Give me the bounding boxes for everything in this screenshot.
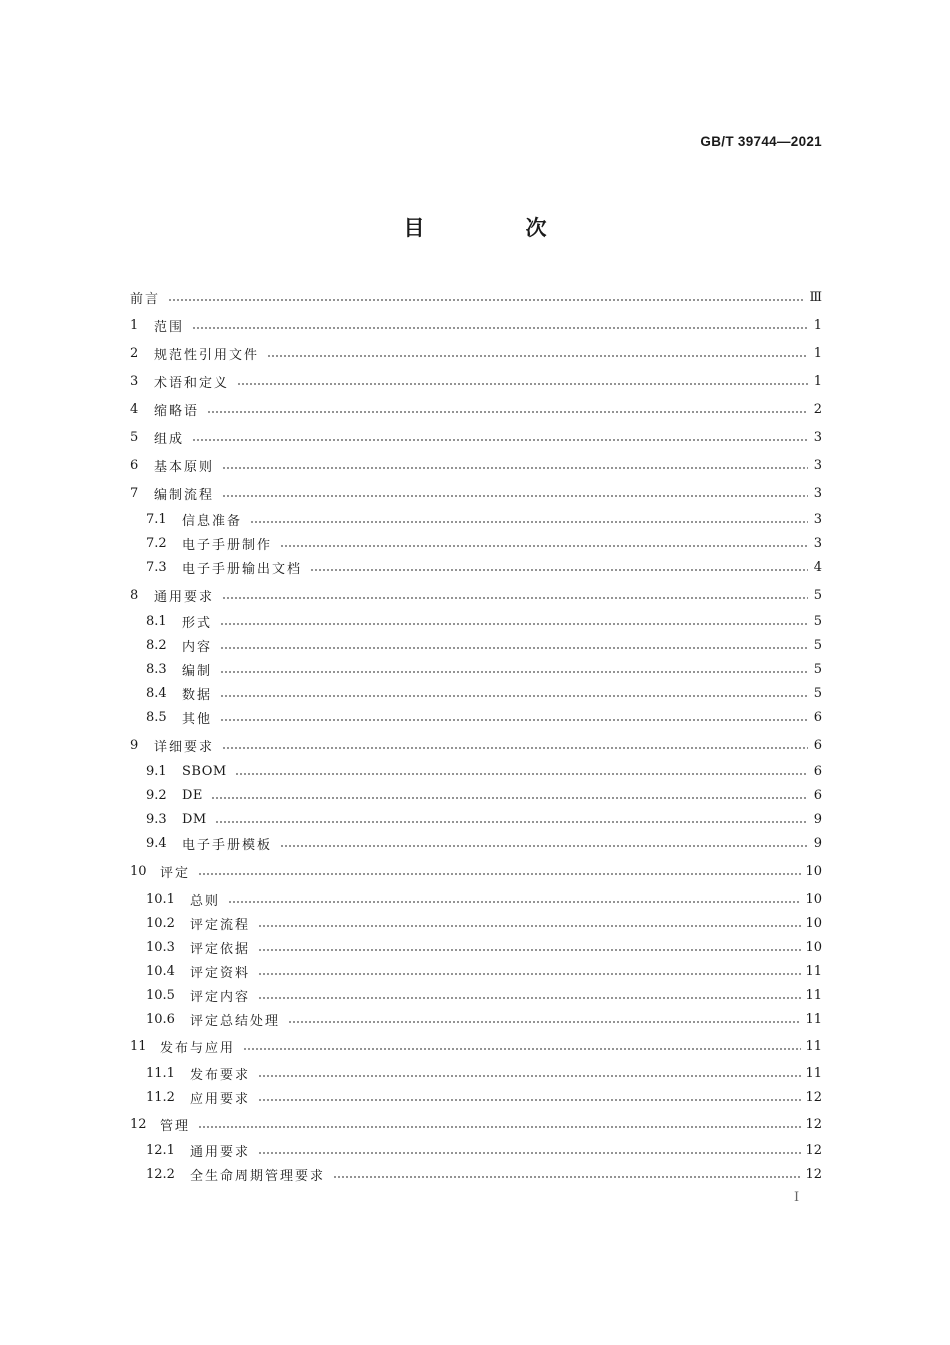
toc-entry-page: 3: [813, 457, 822, 473]
toc-entry[interactable]: [130, 1036, 822, 1056]
dot-leader: [198, 873, 801, 875]
dot-leader: [192, 327, 808, 329]
toc-entry-number: 2: [130, 345, 139, 361]
dot-leader: [222, 747, 808, 749]
toc-entry-page: 10: [805, 891, 822, 907]
dot-leader: [280, 545, 808, 547]
dot-leader: [288, 1021, 801, 1023]
toc-entry-number: 7: [130, 485, 139, 501]
toc-entry[interactable]: [146, 707, 822, 727]
toc-entry[interactable]: [130, 585, 822, 605]
dot-leader: [220, 695, 808, 697]
toc-entry-label: 评定资料: [190, 965, 251, 981]
dot-leader: [211, 797, 808, 799]
toc-entry[interactable]: [146, 611, 822, 631]
dot-leader: [220, 719, 808, 721]
toc-entry-label: 基本原则: [154, 459, 215, 475]
toc-entry-page: 12: [805, 1166, 822, 1182]
toc-entry-label: 发布要求: [190, 1067, 251, 1083]
toc-entry[interactable]: [146, 961, 822, 981]
toc-entry[interactable]: [130, 1114, 822, 1134]
toc-entry-label: 组成: [154, 431, 185, 447]
toc-entry[interactable]: [130, 287, 822, 307]
toc-entry-page: 5: [813, 685, 822, 701]
dot-leader: [258, 1152, 801, 1154]
toc-entry-page: 4: [813, 559, 822, 575]
toc-entry[interactable]: [130, 315, 822, 335]
toc-entry-number: 12.2: [146, 1166, 175, 1182]
toc-entry[interactable]: [146, 833, 822, 853]
toc-entry-label: 数据: [182, 687, 213, 703]
toc-entry-label: 编制流程: [154, 487, 215, 503]
toc-entry-page: 3: [813, 511, 822, 527]
toc-entry-page: 11: [805, 963, 822, 979]
standard-code: GB/T 39744—2021: [700, 134, 822, 149]
dot-leader: [258, 973, 801, 975]
toc-entry[interactable]: [130, 371, 822, 391]
toc-entry-number: 8.2: [146, 637, 167, 653]
toc-entry[interactable]: [130, 735, 822, 755]
dot-leader: [222, 495, 808, 497]
toc-entry-page: 11: [805, 1011, 822, 1027]
toc-entry-label: DM: [182, 811, 207, 827]
toc-entry-label: 电子手册模板: [182, 837, 273, 853]
toc-entry[interactable]: [130, 427, 822, 447]
toc-entry-number: 3: [130, 373, 139, 389]
toc-entry[interactable]: [146, 913, 822, 933]
dot-leader: [243, 1048, 801, 1050]
toc-entry-page: 6: [813, 763, 822, 779]
toc-entry-page: 2: [813, 401, 822, 417]
toc-entry-page: 11: [805, 1038, 822, 1054]
toc-entry-label: 范围: [154, 319, 185, 335]
toc-entry-number: 6: [130, 457, 139, 473]
dot-leader: [207, 411, 808, 413]
toc-entry-label: 全生命周期管理要求: [190, 1168, 326, 1184]
dot-leader: [220, 671, 808, 673]
toc-entry-label: 缩略语: [154, 403, 200, 419]
dot-leader: [168, 299, 805, 301]
toc-entry[interactable]: [146, 683, 822, 703]
toc-entry[interactable]: [146, 533, 822, 553]
toc-entry-number: 1: [130, 317, 139, 333]
toc-entry-label: 电子手册输出文档: [182, 561, 303, 577]
toc-entry-page: 5: [813, 613, 822, 629]
toc-entry-page: 12: [805, 1142, 822, 1158]
toc-entry[interactable]: [146, 1063, 822, 1083]
toc-entry[interactable]: [130, 399, 822, 419]
toc-entry-number: 12: [130, 1116, 147, 1132]
dot-leader: [192, 439, 808, 441]
toc-entry-label: DE: [182, 787, 203, 803]
toc-entry-page: 6: [813, 787, 822, 803]
toc-entry-label: 评定: [160, 865, 191, 881]
toc-entry-page: Ⅲ: [809, 289, 822, 305]
toc-entry-label: SBOM: [182, 763, 227, 779]
dot-leader: [258, 997, 801, 999]
toc-entry[interactable]: [146, 1009, 822, 1029]
toc-entry-number: 7.2: [146, 535, 167, 551]
toc-entry-label: 详细要求: [154, 739, 215, 755]
toc-entry-number: 11: [130, 1038, 147, 1054]
toc-entry[interactable]: [146, 985, 822, 1005]
toc-entry-page: 3: [813, 485, 822, 501]
toc-entry-label: 评定流程: [190, 917, 251, 933]
toc-entry[interactable]: [146, 1140, 822, 1160]
dot-leader: [215, 821, 808, 823]
toc-entry-label: 评定依据: [190, 941, 251, 957]
toc-entry-number: 8.5: [146, 709, 167, 725]
toc-entry-number: 7.3: [146, 559, 167, 575]
toc-entry-label: 通用要求: [190, 1144, 251, 1160]
toc-entry-label: 编制: [182, 663, 213, 679]
toc-entry-label: 应用要求: [190, 1091, 251, 1107]
toc-entry-label: 前言: [130, 291, 161, 307]
toc-entry-page: 11: [805, 987, 822, 1003]
toc-entry-page: 1: [813, 317, 822, 333]
dot-leader: [220, 623, 808, 625]
toc-entry[interactable]: [146, 659, 822, 679]
toc-entry-label: 评定总结处理: [190, 1013, 281, 1029]
toc-entry-number: 7.1: [146, 511, 167, 527]
toc-entry[interactable]: [146, 889, 822, 909]
toc-entry-page: 6: [813, 737, 822, 753]
dot-leader: [228, 901, 801, 903]
toc-entry-page: 3: [813, 429, 822, 445]
toc-entry[interactable]: [130, 861, 822, 881]
toc-entry-page: 1: [813, 373, 822, 389]
toc-entry-page: 10: [805, 863, 822, 879]
toc-entry[interactable]: [146, 761, 822, 781]
toc-entry-page: 11: [805, 1065, 822, 1081]
dot-leader: [198, 1126, 801, 1128]
toc-entry-page: 1: [813, 345, 822, 361]
toc-entry-label: 电子手册制作: [182, 537, 273, 553]
toc-entry-number: 10.5: [146, 987, 175, 1003]
toc-entry-label: 通用要求: [154, 589, 215, 605]
toc-entry[interactable]: [146, 785, 822, 805]
toc-entry-page: 5: [813, 637, 822, 653]
dot-leader: [258, 925, 801, 927]
toc-entry-page: 12: [805, 1089, 822, 1105]
dot-leader: [220, 647, 808, 649]
toc-entry-number: 10: [130, 863, 147, 879]
toc-entry-label: 评定内容: [190, 989, 251, 1005]
toc-entry-label: 管理: [160, 1118, 191, 1134]
toc-entry-number: 9.1: [146, 763, 167, 779]
dot-leader: [258, 1075, 801, 1077]
toc-entry-page: 6: [813, 709, 822, 725]
toc-entry-number: 10.4: [146, 963, 175, 979]
toc-entry[interactable]: [146, 635, 822, 655]
toc-entry-number: 8.3: [146, 661, 167, 677]
dot-leader: [258, 1099, 801, 1101]
toc-entry-label: 总则: [190, 893, 221, 909]
toc-entry-label: 其他: [182, 711, 213, 727]
toc-entry-number: 8: [130, 587, 139, 603]
toc-entry-number: 9: [130, 737, 139, 753]
toc-entry[interactable]: [146, 937, 822, 957]
dot-leader: [310, 569, 808, 571]
page-title: 目 次: [403, 216, 587, 240]
toc-entry-label: 发布与应用: [160, 1040, 236, 1056]
dot-leader: [280, 845, 808, 847]
dot-leader: [250, 521, 808, 523]
dot-leader: [267, 355, 808, 357]
dot-leader: [222, 597, 808, 599]
toc-entry-number: 12.1: [146, 1142, 175, 1158]
toc-entry-number: 10.1: [146, 891, 175, 907]
toc-entry-number: 9.3: [146, 811, 167, 827]
toc-entry-number: 11.2: [146, 1089, 175, 1105]
toc-entry-number: 9.2: [146, 787, 167, 803]
toc-entry-number: 10.2: [146, 915, 175, 931]
toc-entry-label: 内容: [182, 639, 213, 655]
toc-entry[interactable]: [130, 455, 822, 475]
toc-entry-number: 10.3: [146, 939, 175, 955]
toc-entry-page: 5: [813, 661, 822, 677]
toc-entry[interactable]: [146, 1164, 822, 1184]
dot-leader: [237, 383, 808, 385]
toc-entry-label: 形式: [182, 615, 213, 631]
toc-entry-number: 10.6: [146, 1011, 175, 1027]
toc-entry-page: 9: [813, 835, 822, 851]
toc-entry-number: 5: [130, 429, 139, 445]
toc-entry-label: 信息准备: [182, 513, 243, 529]
toc-entry[interactable]: [130, 343, 822, 363]
toc-entry-number: 8.4: [146, 685, 167, 701]
toc-entry-number: 4: [130, 401, 139, 417]
toc-entry-page: 9: [813, 811, 822, 827]
toc-entry-page: 10: [805, 915, 822, 931]
dot-leader: [333, 1176, 801, 1178]
dot-leader: [258, 949, 801, 951]
toc-entry-page: 5: [813, 587, 822, 603]
toc-entry-number: 9.4: [146, 835, 167, 851]
toc-entry-page: 3: [813, 535, 822, 551]
toc-entry[interactable]: [146, 809, 822, 829]
toc-entry[interactable]: [130, 483, 822, 503]
toc-entry-page: 12: [805, 1116, 822, 1132]
toc-entry-number: 8.1: [146, 613, 167, 629]
toc-entry-number: 11.1: [146, 1065, 175, 1081]
toc-entry[interactable]: [146, 509, 822, 529]
toc-entry[interactable]: [146, 557, 822, 577]
toc-entry-label: 术语和定义: [154, 375, 230, 391]
dot-leader: [222, 467, 808, 469]
toc-entry-page: 10: [805, 939, 822, 955]
dot-leader: [235, 773, 808, 775]
page-number: I: [794, 1190, 800, 1205]
toc-entry[interactable]: [146, 1087, 822, 1107]
toc-entry-label: 规范性引用文件: [154, 347, 260, 363]
